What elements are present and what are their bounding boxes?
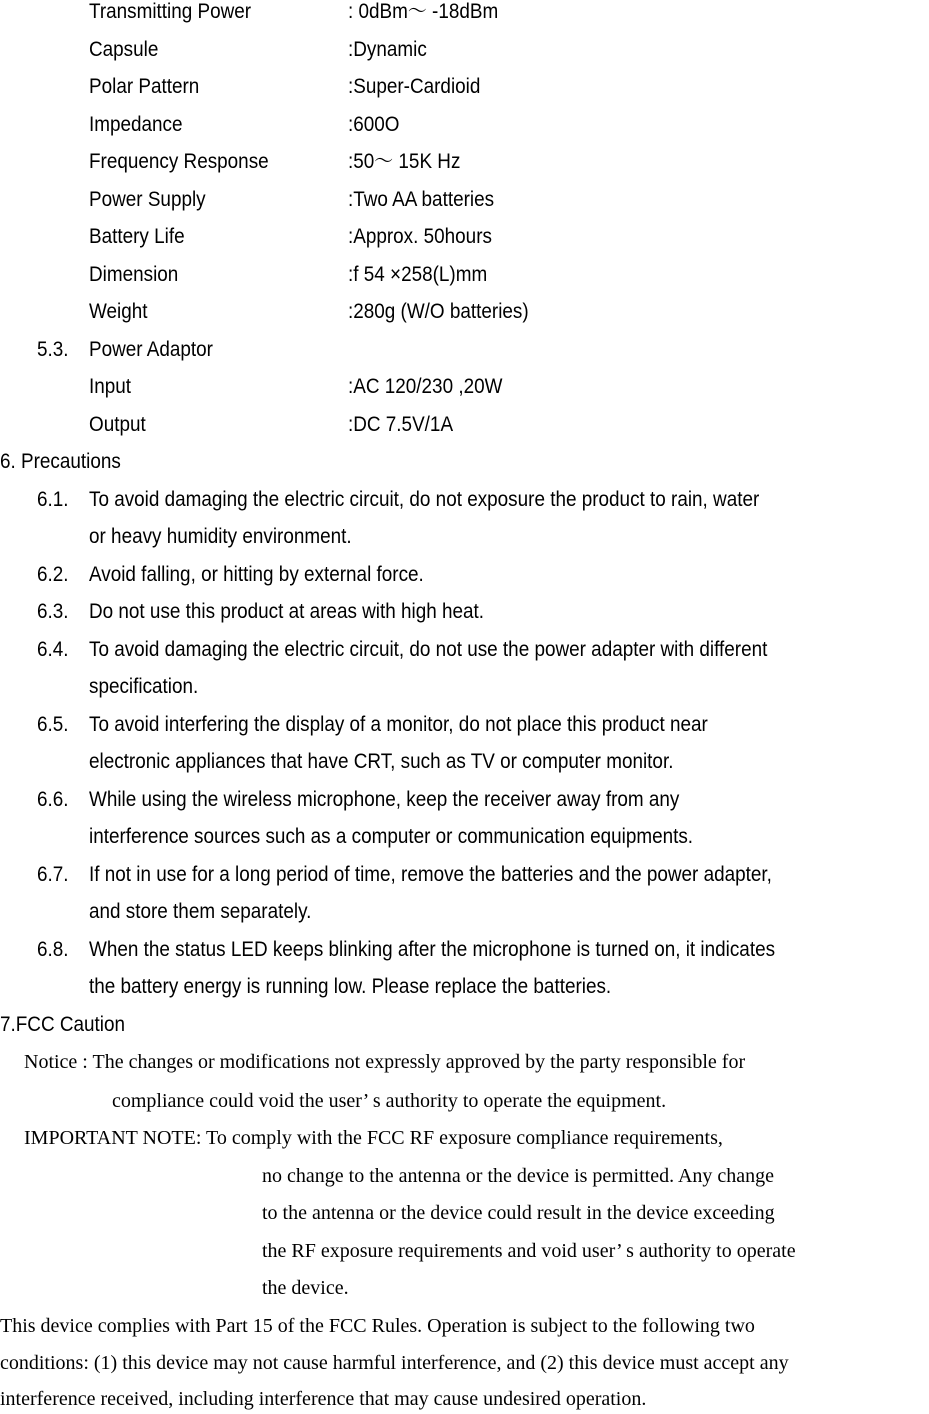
spec-label: Dimension: [89, 263, 179, 286]
spec-label: Impedance: [89, 113, 183, 136]
item-text: To avoid damaging the electric circuit, do not exposure the product to rain, water: [89, 488, 760, 511]
item-text: electronic appliances that have CRT, such as TV or computer monitor.: [89, 750, 674, 773]
item-number: 6.4.: [37, 638, 69, 661]
fcc-important-note: the device.: [262, 1277, 349, 1299]
spec-label: Weight: [89, 300, 148, 323]
spec-value: :Dynamic: [348, 38, 427, 61]
item-text: and store them separately.: [89, 900, 312, 923]
item-text: specification.: [89, 675, 199, 698]
fcc-important-note: the RF exposure requirements and void user’ s authority to operate: [262, 1240, 796, 1262]
spec-label: Output: [89, 413, 146, 436]
spec-value: :280g (W/O batteries): [348, 300, 529, 323]
spec-value: :600O: [348, 113, 400, 136]
item-text: To avoid interfering the display of a monitor, do not place this product near: [89, 713, 708, 736]
spec-label: Power Supply: [89, 188, 206, 211]
spec-value: :50〜 15K Hz: [348, 150, 461, 173]
fcc-notice: Notice : The changes or modifications not expressly approved by the party responsible for: [24, 1051, 746, 1073]
section-heading: 7.FCC Caution: [0, 1013, 126, 1036]
fcc-important-note: to the antenna or the device could result in the device exceeding: [262, 1202, 775, 1224]
fcc-compliance-statement: This device complies with Part 15 of the FCC Rules. Operation is subject to the following two: [0, 1315, 755, 1337]
fcc-compliance-statement: conditions: (1) this device may not cause harmful interference, and (2) this device must accept any: [0, 1352, 789, 1374]
item-number: 6.8.: [37, 938, 69, 961]
spec-label: Battery Life: [89, 225, 185, 248]
spec-value: :AC 120/230 ,20W: [348, 375, 503, 398]
item-number: 6.5.: [37, 713, 69, 736]
spec-value: :Approx. 50hours: [348, 225, 492, 248]
fcc-important-note: no change to the antenna or the device is permitted. Any change: [262, 1165, 775, 1187]
item-text: Avoid falling, or hitting by external force.: [89, 563, 424, 586]
spec-label: Capsule: [89, 38, 159, 61]
fcc-compliance-statement: interference received, including interference that may cause undesired operation.: [0, 1388, 647, 1410]
item-text: While using the wireless microphone, keep the receiver away from any: [89, 788, 680, 811]
fcc-important-note: IMPORTANT NOTE: To comply with the FCC RF exposure compliance requirements,: [24, 1127, 723, 1149]
item-number: 6.2.: [37, 563, 69, 586]
spec-label: Frequency Response: [89, 150, 269, 173]
spec-label: Input: [89, 375, 132, 398]
spec-value: :DC 7.5V/1A: [348, 413, 454, 436]
section-number: 5.3.: [37, 338, 69, 361]
item-text: To avoid damaging the electric circuit, do not use the power adapter with different: [89, 638, 768, 661]
item-number: 6.7.: [37, 863, 69, 886]
item-number: 6.1.: [37, 488, 69, 511]
item-text: If not in use for a long period of time, remove the batteries and the power adapter,: [89, 863, 772, 886]
item-number: 6.6.: [37, 788, 69, 811]
spec-value: :f 54 ×258(L)mm: [348, 263, 488, 286]
item-text: When the status LED keeps blinking after the microphone is turned on, it indicates: [89, 938, 776, 961]
item-number: 6.3.: [37, 600, 69, 623]
item-text: Do not use this product at areas with high heat.: [89, 600, 485, 623]
spec-value: :Two AA batteries: [348, 188, 495, 211]
spec-value: :Super-Cardioid: [348, 75, 481, 98]
section-heading: 6. Precautions: [0, 450, 121, 473]
section-title: Power Adaptor: [89, 338, 213, 361]
item-text: the battery energy is running low. Please replace the batteries.: [89, 975, 612, 998]
item-text: interference sources such as a computer or communication equipments.: [89, 825, 694, 848]
item-text: or heavy humidity environment.: [89, 525, 352, 548]
spec-label: Transmitting Power: [89, 0, 252, 23]
spec-value: : 0dBm〜 -18dBm: [348, 0, 499, 23]
fcc-notice: compliance could void the user’ s authority to operate the equipment.: [112, 1090, 667, 1112]
spec-label: Polar Pattern: [89, 75, 200, 98]
